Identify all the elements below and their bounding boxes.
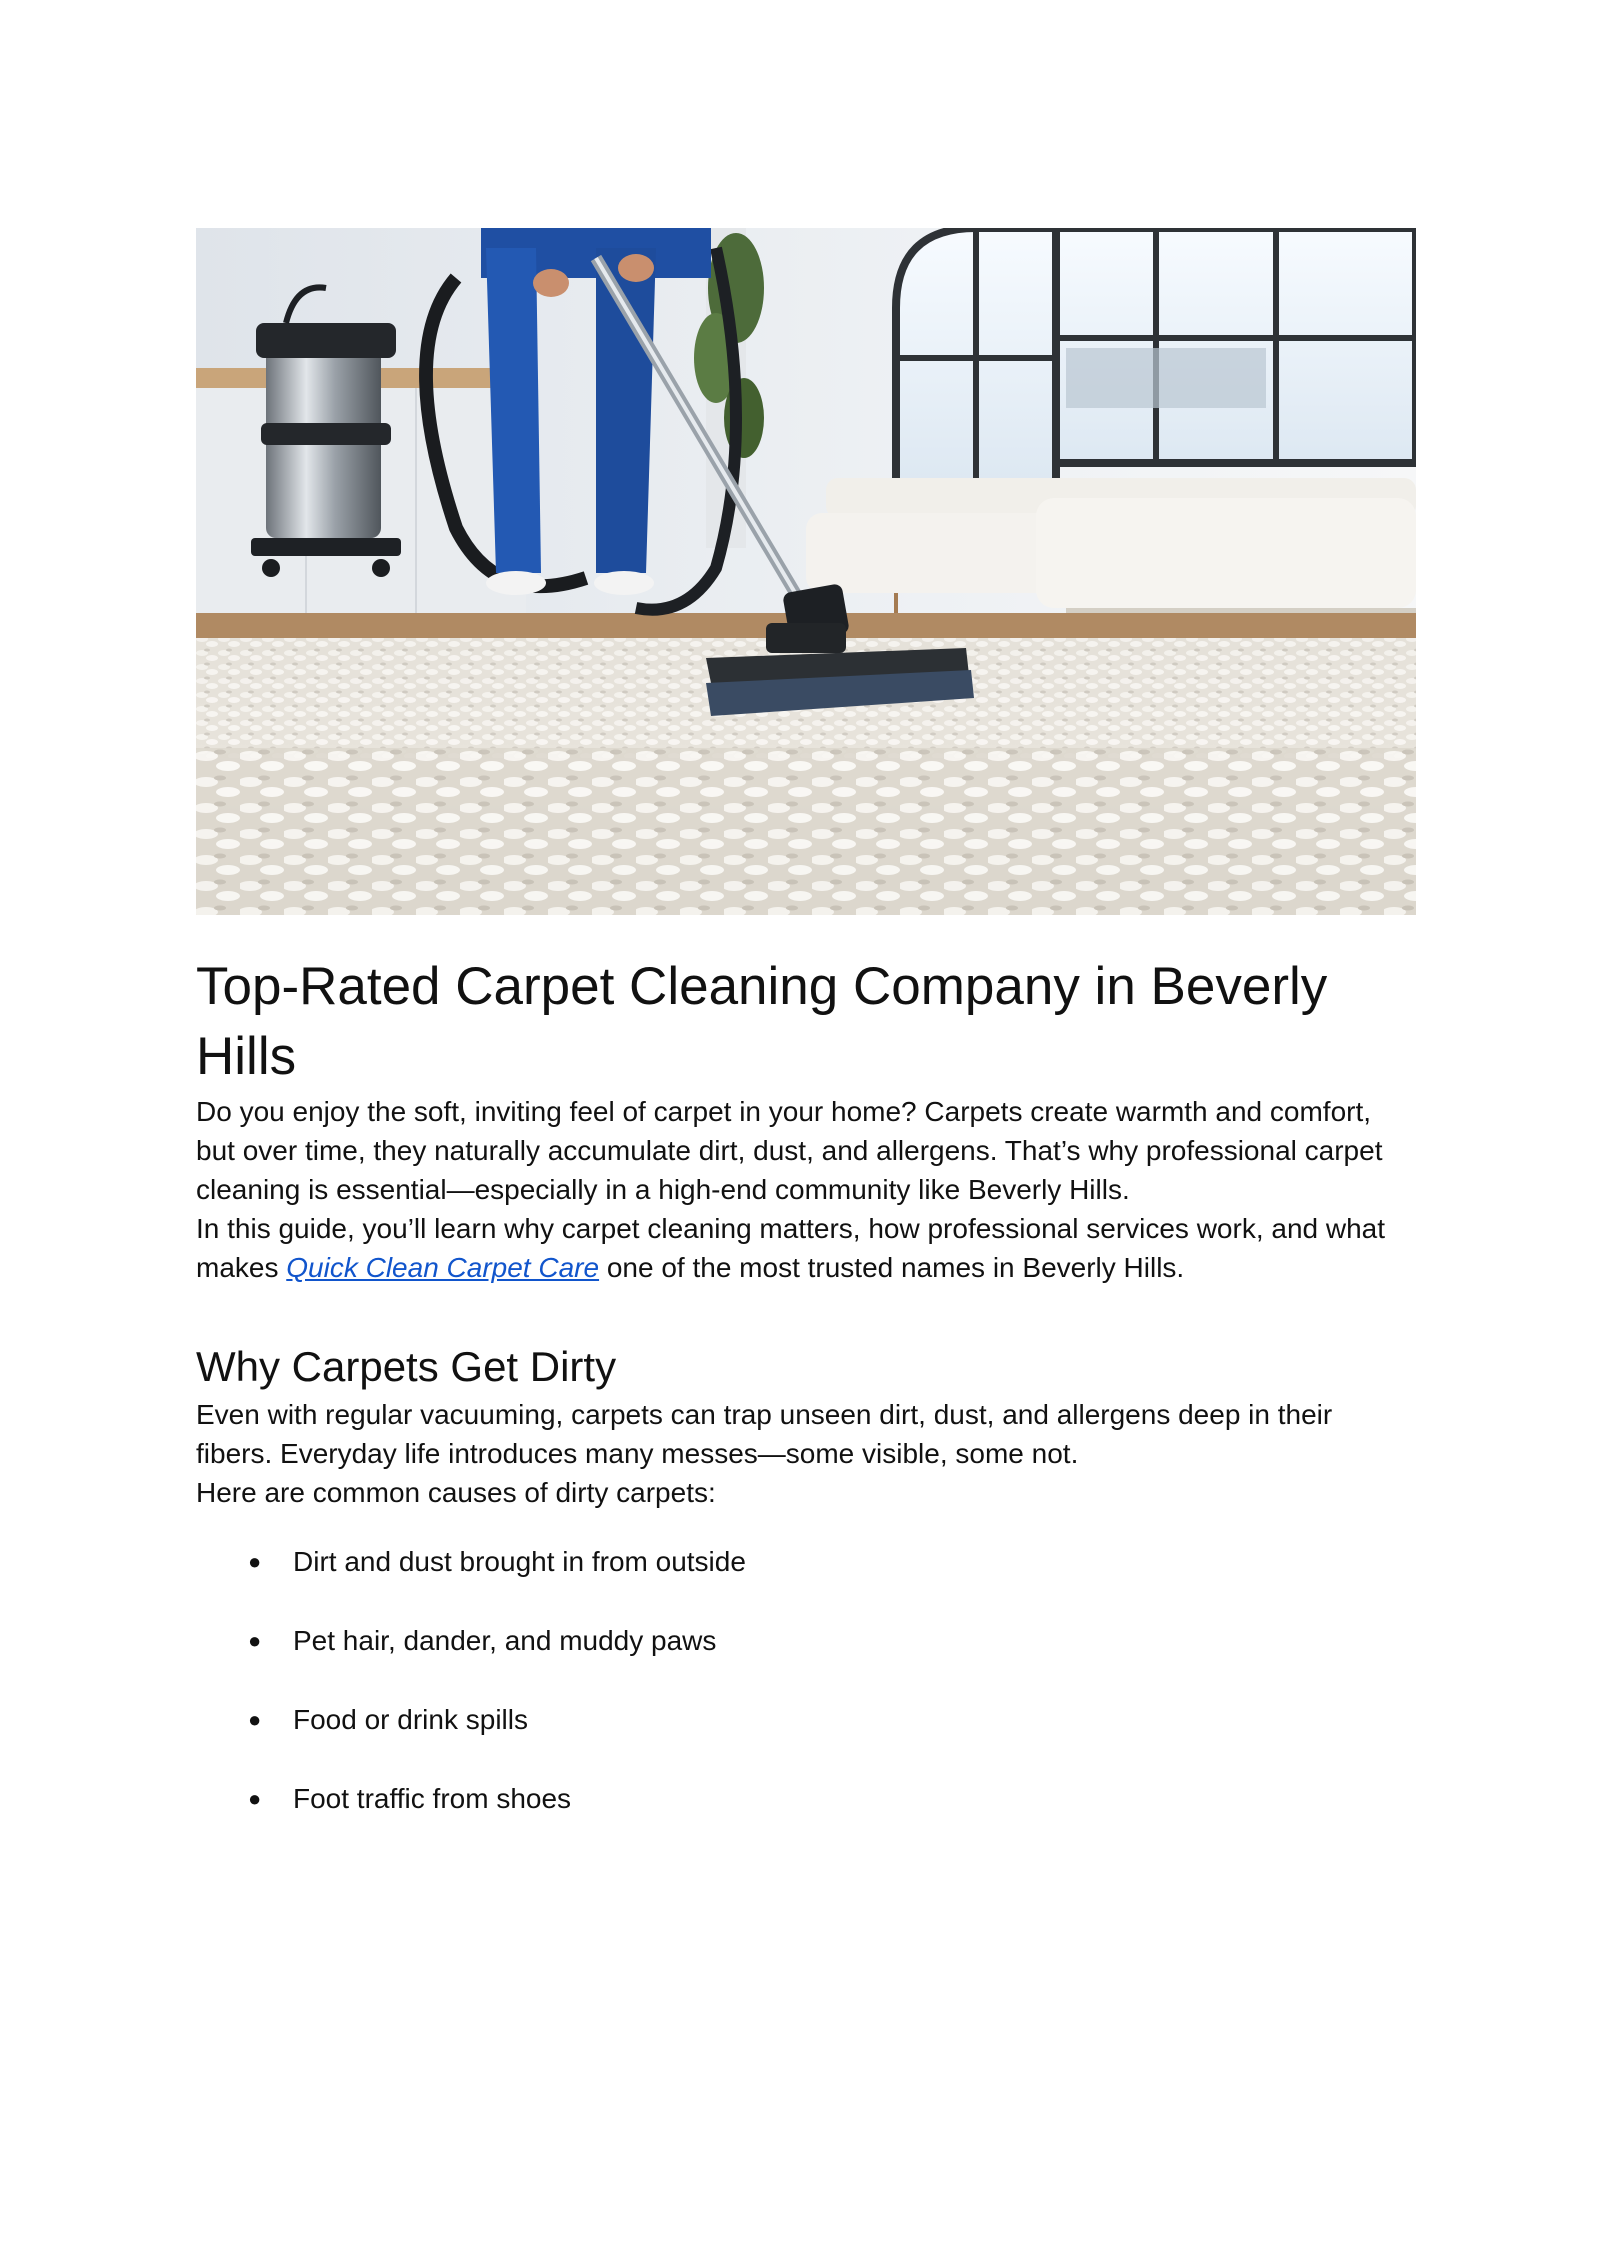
bullet-icon: ●	[248, 1786, 262, 1811]
hero-image	[196, 228, 1416, 915]
article-content	[196, 952, 1416, 1858]
quick-clean-carpet-care-link[interactable]: Quick Clean Carpet Care	[286, 1252, 600, 1283]
list-item	[196, 1542, 1416, 1581]
list-item	[196, 1621, 1416, 1660]
list-item-text: Pet hair, dander, and muddy paws	[293, 1625, 717, 1656]
bullet-icon: ●	[248, 1707, 262, 1732]
bullet-icon: ●	[248, 1628, 262, 1653]
intro-paragraph: Do you enjoy the soft, inviting feel of carpet in your home? Carpets create warmth and comfort, but over time, they naturally accumulate dirt, dust, and allergens. That’s why professional carpet cleaning is essential—especially in a high-end community like Beverly Hills.	[196, 1096, 1383, 1205]
bullet-icon: ●	[248, 1549, 262, 1574]
list-item-text: Dirt and dust brought in from outside	[293, 1546, 746, 1577]
page-title: Top-Rated Carpet Cleaning Company in Beverly Hills	[196, 957, 1328, 1086]
section-heading: Why Carpets Get Dirty	[196, 1343, 617, 1390]
list-item-text: Food or drink spills	[293, 1704, 528, 1735]
section-paragraph: Even with regular vacuuming, carpets can trap unseen dirt, dust, and allergens deep in their fibers. Everyday life introduces many messes—some visible, some not.	[196, 1399, 1333, 1469]
carpet-vacuum-photo-icon	[196, 228, 1416, 915]
guide-text-after: one of the most trusted names in Beverly Hills.	[599, 1252, 1185, 1283]
list-item	[196, 1700, 1416, 1739]
causes-list	[196, 1542, 1416, 1818]
causes-intro: Here are common causes of dirty carpets:	[196, 1477, 716, 1508]
guide-paragraph	[196, 1209, 1416, 1287]
list-item	[196, 1779, 1416, 1818]
guide-text-before: In this guide, you’ll learn why carpet cleaning matters, how professional services work, and what makes	[196, 1213, 1386, 1283]
list-item-text: Foot traffic from shoes	[293, 1783, 572, 1814]
